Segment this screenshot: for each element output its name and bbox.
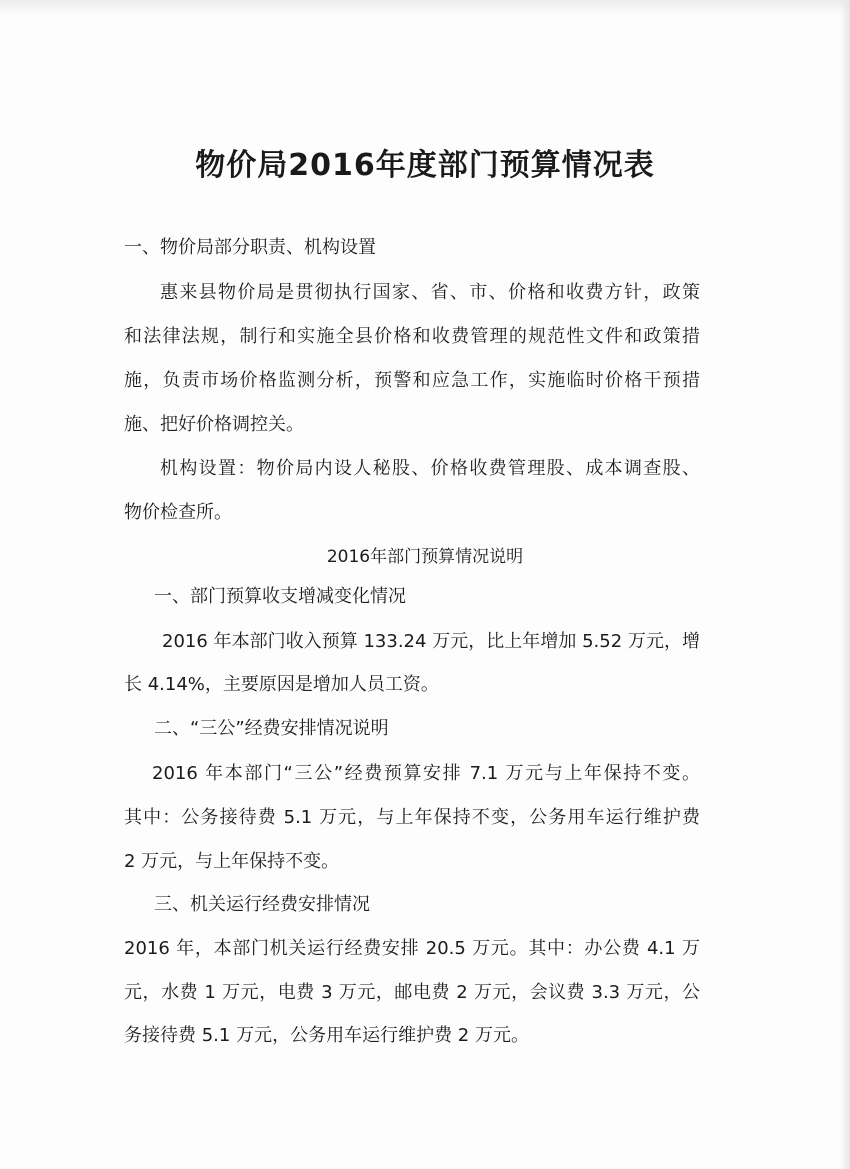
part1-heading: 一、部门预算收支增减变化情况 <box>154 586 406 607</box>
part3-line2: 元，水费 1 万元，电费 3 万元，邮电费 2 万元，会议费 3.3 万元，公 <box>124 982 700 1003</box>
part3-line1: 2016 年，本部门机关运行经费安排 20.5 万元。其中：办公费 4.1 万 <box>124 938 700 959</box>
section1-para1-line3: 施，负责市场价格监测分析，预警和应急工作，实施临时价格干预措 <box>124 370 700 391</box>
document-title: 物价局2016年度部门预算情况表 <box>195 148 655 183</box>
explanation-title: 2016年部门预算情况说明 <box>326 547 524 567</box>
section1-heading: 一、物价局部分职责、机构设置 <box>124 237 376 258</box>
section1-para1-line4: 施、把好价格调控关。 <box>124 414 304 435</box>
part1-line1: 2016 年本部门收入预算 133.24 万元，比上年增加 5.52 万元，增 <box>162 631 700 652</box>
part2-line3: 2 万元，与上年保持不变。 <box>124 851 340 872</box>
part2-heading: 二、“三公”经费安排情况说明 <box>154 718 389 739</box>
section1-para1-line1: 惠来县物价局是贯彻执行国家、省、市、价格和收费方针，政策 <box>160 282 700 303</box>
part3-heading: 三、机关运行经费安排情况 <box>154 894 370 915</box>
section1-para1-line2: 和法律法规，制行和实施全县价格和收费管理的规范性文件和政策措 <box>124 326 700 347</box>
section1-para2-line1: 机构设置：物价局内设人秘股、价格收费管理股、成本调查股、 <box>160 458 700 479</box>
part2-line2: 其中：公务接待费 5.1 万元，与上年保持不变，公务用车运行维护费 <box>124 807 700 828</box>
part3-line3: 务接待费 5.1 万元，公务用车运行维护费 2 万元。 <box>124 1025 529 1046</box>
part2-line1: 2016 年本部门“三公”经费预算安排 7.1 万元与上年保持不变。 <box>152 763 700 784</box>
scan-edge-top <box>0 0 850 14</box>
section1-para2-line2: 物价检查所。 <box>124 502 232 523</box>
part1-line2: 长 4.14%，主要原因是增加人员工资。 <box>124 674 439 695</box>
